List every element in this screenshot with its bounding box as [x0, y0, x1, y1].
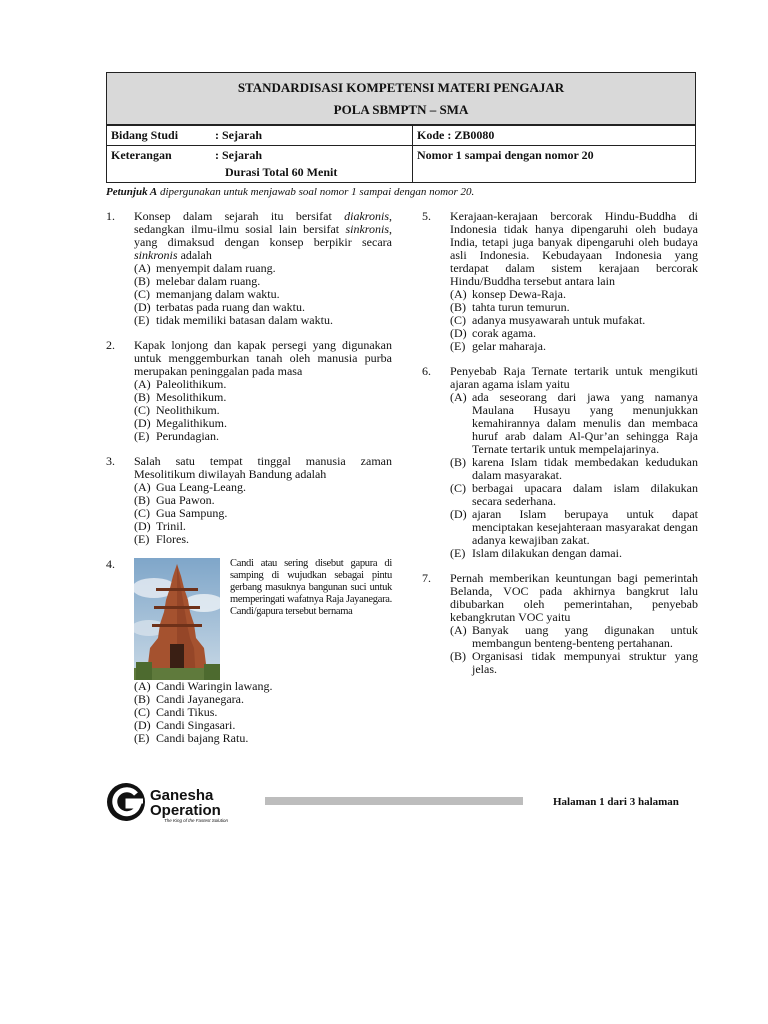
- option-text: Islam dilakukan dengan damai.: [472, 546, 622, 560]
- option-letter: (A): [134, 261, 151, 275]
- option-e: [134, 314, 392, 327]
- option-letter: (C): [450, 313, 466, 327]
- right-column: [422, 210, 698, 688]
- option-text: corak agama.: [472, 326, 536, 340]
- option-text: Paleolithikum.: [156, 377, 227, 391]
- keterangan-line: [111, 148, 408, 163]
- option-a: [450, 624, 698, 650]
- question-body: [450, 365, 698, 560]
- option-text: karena Islam tidak membedakan kedudukan dalam masyarakat.: [472, 455, 698, 482]
- question-text: Kapak lonjong dan kapak persegi yang digunakan untuk menggemburkan tanah oleh manusia purba merupakan peninggalan pada masa: [134, 338, 392, 378]
- q1-text-part: , yang dimaksud dengan konsep berpikir secara: [134, 222, 392, 249]
- option-text: gelar maharaja.: [472, 339, 546, 353]
- question-number: 2.: [106, 338, 115, 352]
- option-letter: (C): [134, 506, 150, 520]
- question-number: 6.: [422, 364, 431, 378]
- option-d: [450, 508, 698, 547]
- title-line-1: STANDARDISASI KOMPETENSI MATERI PENGAJAR: [237, 80, 565, 95]
- option-text: terbatas pada ruang dan waktu.: [156, 300, 305, 314]
- question-body: [450, 210, 698, 353]
- nomor-cell: Nomor 1 sampai dengan nomor 20: [417, 148, 594, 162]
- q4-figure-wrap: [134, 558, 392, 680]
- question-text: Salah satu tempat tinggal manusia zaman Mesolitikum diwilayah Bandung adalah: [134, 454, 392, 481]
- option-letter: (B): [134, 692, 150, 706]
- option-b: [450, 650, 698, 676]
- option-letter: (C): [134, 287, 150, 301]
- option-text: menyempit dalam ruang.: [156, 261, 276, 275]
- option-text: Neolithikum.: [156, 403, 220, 417]
- left-column: [106, 210, 392, 757]
- option-letter: (A): [134, 679, 151, 693]
- petunjuk-text: dipergunakan untuk menjawab soal nomor 1 sampai dengan nomor 20.: [157, 186, 475, 198]
- question-body: [450, 572, 698, 676]
- option-letter: (A): [134, 480, 151, 494]
- option-letter: (B): [450, 300, 466, 314]
- question-number: 7.: [422, 571, 431, 585]
- option-text: Organisasi tidak mempunyai struktur yang jelas.: [472, 649, 698, 676]
- option-text: Candi bajang Ratu.: [156, 731, 249, 745]
- kode-cell: Kode : ZB0080: [417, 128, 495, 142]
- question-text: Pernah memberikan keuntungan bagi pemerintah Belanda, VOC pada akhirnya bangkrut lalu dibubarkan oleh pemerintahan, penyebab kebangkrutan VOC yaitu: [450, 571, 698, 624]
- option-letter: (A): [450, 623, 467, 637]
- title-line-2: POLA SBMPTN – SMA: [333, 102, 469, 117]
- q1-text-part: Konsep dalam sejarah itu bersifat: [134, 209, 345, 223]
- question-body: [134, 455, 392, 546]
- option-text: melebar dalam ruang.: [156, 274, 261, 288]
- option-text: Gua Sampung.: [156, 506, 228, 520]
- petunjuk-label: Petunjuk A: [106, 186, 158, 198]
- q1-term-sinkronis: sinkronis: [134, 248, 178, 262]
- option-letter: (A): [134, 377, 151, 391]
- options: [450, 288, 698, 353]
- header-title: [107, 73, 695, 125]
- option-letter: (A): [450, 390, 467, 404]
- option-e: [450, 340, 698, 353]
- question-7: [422, 572, 698, 676]
- question-number: 5.: [422, 209, 431, 223]
- question-number: 4.: [106, 557, 115, 571]
- durasi: Durasi Total 60 Menit: [225, 165, 338, 179]
- option-letter: (D): [450, 326, 467, 340]
- option-e: [134, 533, 392, 546]
- page-number: Halaman 1 dari 3 halaman: [553, 796, 679, 808]
- options: [134, 481, 392, 546]
- question-5: [422, 210, 698, 353]
- option-text: Candi Singasari.: [156, 718, 236, 732]
- header-table: [106, 72, 696, 183]
- option-letter: (D): [450, 507, 467, 521]
- options: [134, 262, 392, 327]
- question-text: Kerajaan-kerajaan bercorak Hindu-Buddha di Indonesia tidak hanya dipengaruhi oleh budaya India, tetapi juga banyak dipengaruhi oleh budaya asli Indonesia. Kebudayaan Indonesia yang terdapat dalam sistem kerajaan bercorak Hindu/Buddha tersebut antara lain: [450, 209, 698, 288]
- question-2: [106, 339, 392, 443]
- option-text: ada seseorang dari jawa yang namanya Maulana Husayu yang menunjukkan kemahirannya dalam menulis dan membaca huruf arab dalam Al-Qur’an sehingga Raja Ternate tertarik untuk mempelajarinya.: [472, 390, 698, 456]
- question-6: [422, 365, 698, 560]
- option-text: Megalithikum.: [156, 416, 227, 430]
- option-e: [134, 430, 392, 443]
- question-body: [134, 339, 392, 443]
- option-text: tidak memiliki batasan dalam waktu.: [156, 313, 333, 327]
- options: [134, 680, 392, 745]
- option-letter: (C): [134, 705, 150, 719]
- option-letter: (D): [134, 718, 151, 732]
- option-letter: (E): [134, 731, 150, 745]
- bidang-value: : Sejarah: [215, 128, 262, 142]
- question-4: [106, 558, 392, 745]
- keterangan-label: Keterangan: [111, 148, 172, 162]
- question-body: [134, 210, 392, 327]
- options: [450, 624, 698, 676]
- option-text: Trinil.: [156, 519, 186, 533]
- option-letter: (B): [450, 649, 466, 663]
- option-text: Banyak uang yang digunakan untuk membangun benteng-benteng pertahanan.: [472, 623, 698, 650]
- option-text: Candi Tikus.: [156, 705, 218, 719]
- option-text: Candi Waringin lawang.: [156, 679, 273, 693]
- option-letter: (E): [134, 313, 150, 327]
- info-row-1: [107, 125, 695, 145]
- q1-term-diakronis: diakronis: [344, 209, 389, 223]
- q1-text-part: , sedangkan ilmu-ilmu sosial lain bersifat: [134, 209, 392, 236]
- option-letter: (C): [450, 481, 466, 495]
- option-text: konsep Dewa-Raja.: [472, 287, 566, 301]
- petunjuk: [106, 186, 474, 198]
- option-text: ajaran Islam berupaya untuk dapat menciptakan kesejahteraan masyarakat dengan adanya kewajiban zakat.: [472, 507, 698, 547]
- option-c: [450, 482, 698, 508]
- info-row-2: [107, 145, 695, 182]
- option-letter: (E): [134, 532, 150, 546]
- options: [134, 378, 392, 443]
- option-letter: (E): [134, 429, 150, 443]
- option-letter: (C): [134, 403, 150, 417]
- option-text: Candi Jayanegara.: [156, 692, 244, 706]
- option-letter: (B): [450, 455, 466, 469]
- option-a: [450, 391, 698, 456]
- option-letter: (D): [134, 519, 151, 533]
- logo-brand-1: Ganesha: [150, 787, 214, 804]
- question-text: [134, 210, 392, 262]
- question-number: 1.: [106, 209, 115, 223]
- logo-brand-2: Operation: [150, 802, 221, 819]
- option-text: berbagai upacara dalam islam dilakukan secara sederhana.: [472, 481, 698, 508]
- bidang-label: Bidang Studi: [111, 128, 179, 142]
- keterangan-value: : Sejarah: [215, 148, 262, 162]
- logo-tagline: The King of the Fastest Solution: [164, 818, 229, 823]
- bidang-cell: [107, 126, 413, 145]
- option-e: [134, 732, 392, 745]
- option-letter: (E): [450, 339, 466, 353]
- option-letter: (B): [134, 390, 150, 404]
- q1-text-part: adalah: [177, 248, 212, 262]
- keterangan-cell: [107, 146, 413, 182]
- option-e: [450, 547, 698, 560]
- question-1: [106, 210, 392, 327]
- option-letter: (A): [450, 287, 467, 301]
- options: [450, 391, 698, 560]
- q1-term-sinkronis: sinkronis: [345, 222, 389, 236]
- option-text: adanya musyawarah untuk mufakat.: [472, 313, 646, 327]
- option-letter: (E): [450, 546, 466, 560]
- question-text: Candi atau sering disebut gapura di samping di wujudkan sebagai pintu gerbang masuknya bangunan suci untuk memperingati wafatnya Raja Jayanegara. Candi/gapura tersebut bernama: [230, 558, 392, 617]
- question-3: [106, 455, 392, 546]
- option-b: [450, 456, 698, 482]
- option-letter: (D): [134, 300, 151, 314]
- ganesha-logo: [106, 782, 256, 824]
- candi-photo: [134, 558, 220, 680]
- footer-bar: [265, 797, 523, 805]
- option-text: Perundagian.: [156, 429, 219, 443]
- option-text: Mesolithikum.: [156, 390, 227, 404]
- option-letter: (B): [134, 493, 150, 507]
- option-text: Flores.: [156, 532, 189, 546]
- option-text: memanjang dalam waktu.: [156, 287, 280, 301]
- option-letter: (B): [134, 274, 150, 288]
- question-text: Penyebab Raja Ternate tertarik untuk mengikuti ajaran agama islam yaitu: [450, 364, 698, 391]
- option-text: Gua Pawon.: [156, 493, 215, 507]
- question-number: 3.: [106, 454, 115, 468]
- option-text: Gua Leang-Leang.: [156, 480, 246, 494]
- question-body: [134, 558, 392, 745]
- option-letter: (D): [134, 416, 151, 430]
- option-text: tahta turun temurun.: [472, 300, 570, 314]
